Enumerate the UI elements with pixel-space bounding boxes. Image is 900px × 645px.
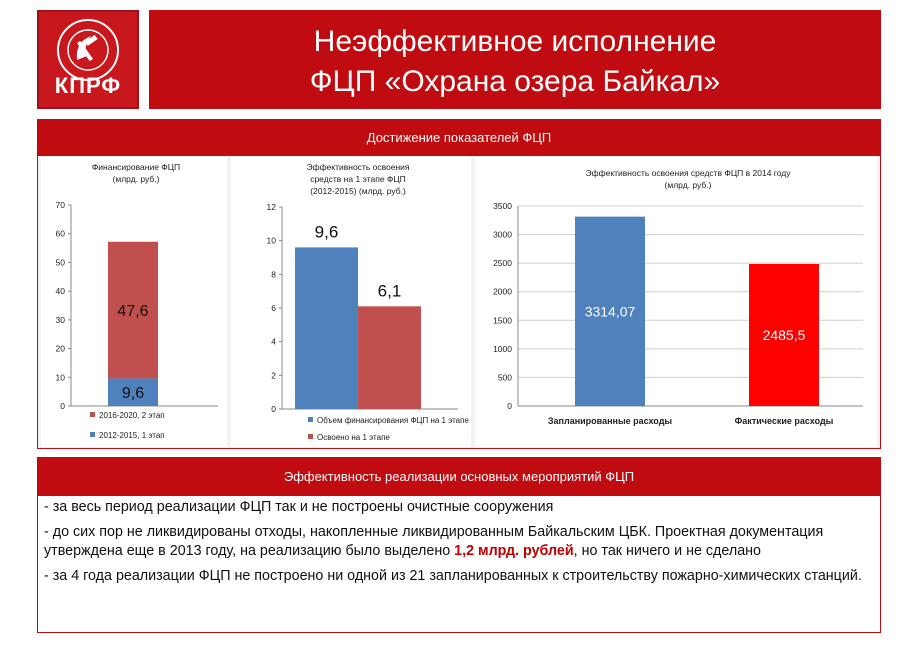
highlight-amount: 1,2 млрд. рублей [454, 543, 574, 559]
page-title-line2: ФЦП «Охрана озера Байкал» [309, 65, 721, 98]
chart3-y-tick: 3000 [493, 229, 512, 240]
chart2-legend-swatch [308, 434, 313, 439]
charts-canvas [38, 156, 880, 448]
chart1-data-label: 47,6 [117, 303, 149, 321]
chart2-y-tick: 10 [266, 235, 276, 246]
page-title-line1: Неэффективное исполнение [313, 25, 717, 58]
chart1-legend-swatch [90, 412, 95, 417]
bullet-list [44, 498, 872, 592]
chart3-x-tick: Фактические расходы [734, 416, 834, 426]
chart2-data-label: 6,1 [377, 281, 402, 301]
chart2-y-tick: 8 [271, 269, 276, 280]
chart1-data-label: 9,6 [121, 385, 145, 403]
effectiveness-panel [37, 457, 881, 633]
chart2-y-tick: 4 [271, 336, 276, 347]
chart3-title: (млрд. руб.) [664, 180, 712, 190]
chart2-bar-spent [358, 306, 421, 409]
chart2-legend-swatch [308, 417, 313, 422]
chart3-y-tick: 0 [507, 401, 512, 411]
chart2-y-tick: 0 [271, 404, 276, 414]
chart2-y-tick: 2 [271, 370, 276, 381]
chart3-y-tick: 3500 [493, 201, 512, 211]
chart3-y-tick: 2000 [493, 286, 512, 297]
chart3-data-label: 3314,07 [584, 303, 636, 320]
chart2-title: средств на 1 этапе ФЦП [310, 174, 406, 184]
chart1-y-tick: 20 [55, 343, 65, 354]
bullet-item: - за весь период реализации ФЦП так и не построены очистные сооружения [44, 499, 554, 515]
charts-panel [37, 119, 881, 449]
chart3-y-tick: 2500 [493, 258, 512, 269]
chart1-y-tick: 10 [55, 372, 65, 383]
header-banner [149, 10, 881, 109]
chart1-y-tick: 60 [55, 228, 65, 239]
kprf-logo [37, 10, 139, 109]
chart2-title: Эффективность освоения [306, 162, 410, 172]
chart2-data-label: 9,6 [314, 222, 339, 242]
chart3-title: Эффективность освоения средств ФЦП в 2014 году [585, 168, 791, 178]
chart1-title: Финансирование ФЦП [91, 162, 181, 172]
chart3-y-tick: 1000 [493, 343, 512, 354]
chart1-legend-label: 2012-2015, 1 этап [99, 431, 165, 440]
chart2-bar-planned [295, 247, 358, 409]
chart2-y-tick: 6 [271, 303, 276, 313]
bullet-item [44, 523, 872, 561]
bullet-text: - до сих пор не ликвидированы отходы, накопленные ликвидированным Байкальским ЦБК. Проектная документация утверждена еще в 2013 году, на реализацию было выделено [44, 524, 824, 559]
bullet-text: , но так ничего и не сделано [573, 543, 761, 559]
chart2-title: (2012-2015) (млрд. руб.) [310, 186, 406, 196]
chart3-y-tick: 500 [497, 372, 512, 383]
chart1-y-tick: 0 [60, 401, 65, 411]
chart3-y-tick: 1500 [493, 315, 512, 326]
chart1-y-tick: 50 [55, 257, 65, 268]
chart1-y-tick: 70 [55, 200, 65, 210]
charts-panel-title: Достижение показателей ФЦП [38, 120, 880, 156]
chart3-data-label: 2485,5 [762, 326, 806, 343]
chart2-legend-label: Объем финансирования ФЦП на 1 этапе [317, 416, 469, 425]
chart1-y-tick: 40 [55, 286, 65, 297]
chart2-legend-label: Освоено на 1 этапе [317, 433, 390, 442]
chart2-y-tick: 12 [266, 202, 276, 212]
chart1-legend-label: 2016-2020, 2 этап [99, 411, 165, 420]
effectiveness-panel-title: Эффективность реализации основных мероприятий ФЦП [38, 458, 880, 496]
chart1-legend-swatch [90, 432, 95, 437]
chart3-x-tick: Запланированные расходы [547, 416, 673, 426]
bullet-item: - за 4 года реализации ФЦП не построено ни одной из 21 запланированных к строительству пожарно-химических станций. [44, 568, 862, 584]
logo-text: КПРФ [54, 73, 122, 98]
chart1-title: (млрд. руб.) [112, 174, 160, 184]
chart1-y-tick: 30 [55, 314, 65, 325]
